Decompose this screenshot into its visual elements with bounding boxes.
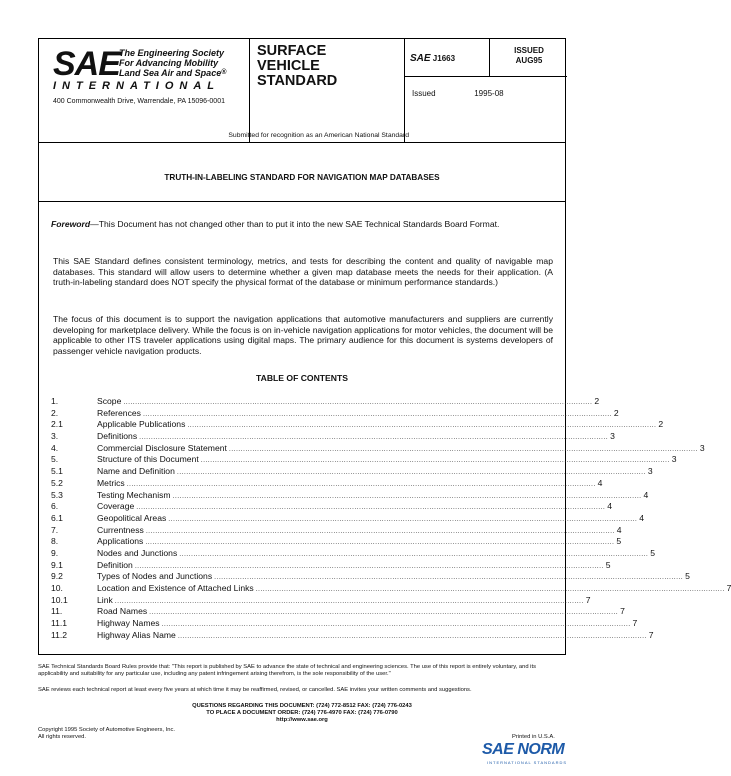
toc-leader-dots: ........................................................................................................................................................................................................	[126, 480, 596, 488]
toc-leader-dots: ........................................................................................................................................................................................................	[179, 550, 649, 558]
tagline-line: For Advancing Mobility	[119, 58, 219, 68]
toc-number: 8.	[51, 536, 59, 547]
toc-page-number: 5	[605, 559, 611, 570]
toc-label: Structure of this Document	[97, 454, 199, 465]
toc-row[interactable]	[51, 407, 619, 420]
toc-label: Testing Mechanism	[97, 489, 171, 500]
toc-page-number: 2	[658, 419, 664, 430]
toc-leader-dots: ........................................................................................................................................................................................................	[161, 621, 631, 629]
toc-number: 6.	[51, 501, 59, 512]
toc-leader-dots: ........................................................................................................................................................................................................	[187, 422, 657, 430]
toc-row[interactable]	[51, 606, 625, 618]
header-divider	[489, 39, 490, 76]
toc-leader-dots: ........................................................................................................................................................................................................	[139, 434, 609, 442]
toc-number: 10.	[51, 583, 63, 593]
toc-leader-dots: ........................................................................................................................................................................................................	[168, 515, 638, 523]
header-bottom-rule	[39, 142, 565, 143]
tagline-line: The Engineering Society	[119, 48, 225, 58]
toc-label: Geopolitical Areas	[97, 512, 167, 523]
toc-title: TABLE OF CONTENTS	[256, 373, 348, 383]
toc-page-number: 7	[585, 594, 591, 605]
toc-leader-dots: ........................................................................................................................................................................................................	[177, 632, 647, 640]
toc-page-number: 4	[639, 512, 645, 523]
toc-page-number: 7	[648, 629, 654, 640]
toc-page-number: 7	[726, 583, 731, 593]
toc-leader-dots: ........................................................................................................................................................................................................	[200, 457, 670, 465]
toc-label: Link	[97, 594, 113, 605]
toc-number: 5.3	[51, 489, 63, 500]
toc-label: Highway Alias Name	[97, 629, 176, 640]
toc-page-number: 2	[594, 396, 600, 406]
toc-label: Definitions	[97, 431, 138, 442]
tagline-line: Land Sea Air and Space®	[119, 68, 227, 78]
toc-leader-dots: ........................................................................................................................................................................................................	[149, 609, 619, 617]
toc-label: Nodes and Junctions	[97, 547, 178, 558]
toc-leader-dots: ........................................................................................................................................................................................................	[255, 586, 725, 593]
toc-row[interactable]	[51, 477, 603, 490]
toc-label: Definition	[97, 559, 133, 570]
toc-number: 10.1	[51, 594, 68, 605]
toc-number: 6.1	[51, 512, 63, 523]
toc-leader-dots: ........................................................................................................................................................................................................	[214, 574, 684, 582]
toc-label: Applications	[97, 536, 144, 547]
toc-number: 5.1	[51, 466, 63, 477]
toc-leader-dots: ........................................................................................................................................................................................................	[134, 562, 604, 570]
toc-leader-dots: ........................................................................................................................................................................................................	[136, 504, 606, 512]
issued-label: Issued	[412, 89, 436, 98]
toc-row[interactable]	[51, 559, 611, 572]
toc-label: References	[97, 407, 141, 418]
toc-label: Highway Names	[97, 618, 160, 629]
toc-page-number: 5	[650, 547, 656, 558]
toc-page-number: 3	[671, 454, 677, 465]
doc-logo: SAE	[410, 53, 431, 64]
toc-number: 3.	[51, 431, 59, 442]
toc-row[interactable]	[51, 431, 615, 443]
toc-label: Applicable Publications	[97, 419, 186, 430]
toc-label: Currentness	[97, 524, 144, 535]
footer-rules: SAE Technical Standards Board Rules provide that: "This report is published by SAE to advance the state of technical and engineering sciences. The use of this report is entirely voluntary, and its applicability and suitability for any particular use, including any patent infringement arising therefrom, is the sole responsibility of the user."	[38, 664, 536, 677]
toc-page-number: 4	[607, 501, 613, 512]
document-frame	[38, 38, 731, 655]
toc-number: 11.1	[51, 618, 68, 629]
toc-page-number: 4	[616, 524, 622, 535]
copyright: Copyright 1995 Society of Automotive Engineers, Inc.	[38, 727, 175, 733]
sae-norm-logo: SAE NORM	[482, 741, 565, 758]
header-divider	[404, 39, 405, 142]
issued-date: 1995-08	[474, 89, 504, 98]
address: 400 Commonwealth Drive, Warrendale, PA 15096-0001	[53, 98, 225, 105]
toc-row[interactable]	[51, 489, 649, 502]
toc-row[interactable]	[51, 629, 654, 642]
toc-number: 9.1	[51, 559, 63, 570]
toc-row[interactable]	[51, 547, 656, 560]
toc-page-number: 7	[620, 606, 625, 617]
toc-label: Road Names	[97, 606, 148, 617]
toc-row[interactable]	[51, 501, 613, 513]
toc-number: 11.	[51, 606, 63, 617]
toc-row[interactable]	[51, 396, 600, 408]
toc-number: 5.	[51, 454, 59, 465]
document-title: TRUTH-IN-LABELING STANDARD FOR NAVIGATION MAP DATABASES	[164, 173, 440, 182]
website-link[interactable]: http://www.sae.org	[276, 717, 328, 723]
toc-number: 9.	[51, 547, 59, 558]
toc-page-number: 5	[685, 571, 690, 582]
standard-type: SURFACE VEHICLE STANDARD	[257, 43, 338, 89]
sae-tagline	[119, 48, 226, 78]
toc-number: 1.	[51, 396, 59, 406]
toc-page-number: 5	[616, 536, 622, 547]
toc-row[interactable]	[51, 442, 705, 455]
toc-row[interactable]	[51, 454, 677, 466]
issued-row	[412, 89, 504, 98]
toc-row[interactable]	[51, 466, 653, 478]
status-badge: ISSUED AUG95	[514, 46, 544, 65]
toc-row[interactable]	[51, 618, 638, 630]
toc-row[interactable]	[51, 536, 622, 548]
toc-row[interactable]	[51, 571, 690, 583]
toc-number: 2.	[51, 407, 59, 418]
sae-norm-subtitle: INTERNATIONAL STANDARDS	[487, 760, 568, 765]
footer-review: SAE reviews each technical report at least every five years at which time it may be reaffirmed, revised, or cancelled. SAE invites your written comments and suggestions.	[38, 687, 472, 693]
contact-order: TO PLACE A DOCUMENT ORDER: (724) 776-4970 FAX: (724) 776-0790	[206, 710, 398, 716]
doc-number-text: J1663	[432, 54, 456, 63]
toc-row[interactable]	[51, 594, 591, 607]
foreword-label: Foreword	[51, 219, 91, 229]
registered-mark: ®	[221, 69, 227, 76]
doc-number	[410, 53, 455, 64]
toc-page-number: 7	[632, 618, 638, 629]
toc-page-number: 3	[610, 431, 615, 442]
toc-page-number: 4	[597, 477, 603, 488]
toc-leader-dots: ........................................................................................................................................................................................................	[172, 492, 642, 500]
toc-leader-dots: ........................................................................................................................................................................................................	[145, 539, 615, 547]
toc-number: 7.	[51, 524, 59, 535]
printed-in: Printed in U.S.A.	[512, 734, 555, 740]
foreword-paragraph	[51, 219, 551, 230]
toc-leader-dots: ........................................................................................................................................................................................................	[228, 445, 698, 453]
toc-number: 2.1	[51, 419, 63, 430]
contact-questions: QUESTIONS REGARDING THIS DOCUMENT: (724) 772-8512 FAX: (724) 776-0243	[192, 703, 412, 709]
toc-page-number: 3	[699, 442, 705, 453]
header-divider	[404, 76, 567, 77]
toc-leader-dots: ........................................................................................................................................................................................................	[114, 597, 584, 605]
body-paragraph: This SAE Standard defines consistent terminology, metrics, and tests for describing the content and quality of navigable map databases. This standard will allow users to determine whether a given map database meets the needs for their application. (A truth-in-labeling standard does NOT specify the physical format of the database or minimum performance standards.)	[53, 256, 553, 287]
toc-page-number: 2	[613, 407, 619, 418]
toc-leader-dots: ........................................................................................................................................................................................................	[145, 527, 615, 535]
header-divider	[249, 39, 250, 142]
foreword-text: —This Document has not changed other than to put it into the new SAE Technical Standards Board Format.	[90, 219, 500, 229]
toc-row[interactable]	[51, 524, 622, 537]
body-paragraph: The focus of this document is to support the navigation applications that automotive manufacturers and suppliers are currently developing for marketplace delivery. While the focus is on in-vehicle navigation applications for motor vehicles, the document will be applicable to other ITS traveler applications using digital maps. The primary audience for this document is systems developers of passenger vehicle navigation products.	[53, 314, 553, 356]
toc-leader-dots: ........................................................................................................................................................................................................	[176, 469, 646, 477]
rights-reserved: All rights reserved.	[38, 734, 87, 740]
toc-label: Types of Nodes and Junctions	[97, 571, 213, 582]
title-bottom-rule	[39, 201, 565, 202]
submitted-note: Submitted for recognition as an American National Standard	[228, 132, 409, 139]
toc-row[interactable]	[51, 583, 731, 595]
table-of-contents	[51, 396, 731, 641]
toc-number: 11.2	[51, 629, 68, 640]
toc-number: 9.2	[51, 571, 63, 582]
toc-leader-dots: ........................................................................................................................................................................................................	[142, 410, 612, 418]
toc-row[interactable]	[51, 419, 664, 431]
toc-label: Scope	[97, 396, 122, 406]
toc-row[interactable]	[51, 512, 645, 525]
international-label: INTERNATIONAL	[53, 80, 221, 92]
toc-page-number: 4	[643, 489, 649, 500]
toc-leader-dots: ........................................................................................................................................................................................................	[123, 399, 593, 406]
sae-logo: SAE	[53, 45, 120, 83]
toc-label: Name and Definition	[97, 466, 175, 477]
toc-page-number: 3	[647, 466, 653, 477]
toc-label: Commercial Disclosure Statement	[97, 442, 227, 453]
toc-label: Location and Existence of Attached Links	[97, 583, 254, 593]
toc-label: Coverage	[97, 501, 135, 512]
toc-number: 5.2	[51, 477, 63, 488]
toc-number: 4.	[51, 442, 59, 453]
toc-label: Metrics	[97, 477, 125, 488]
